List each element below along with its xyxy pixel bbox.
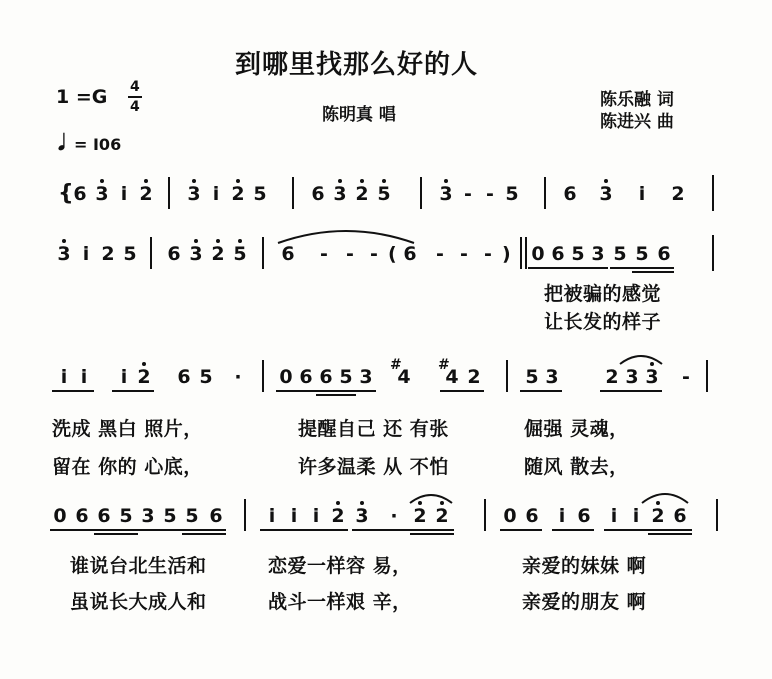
- note: 6: [673, 505, 687, 527]
- lyricist-credit: 陈乐融 词: [600, 90, 674, 110]
- note: 5: [635, 243, 649, 265]
- beam-underline: [52, 390, 94, 392]
- note: 6: [281, 243, 295, 265]
- note: 3: [625, 366, 639, 388]
- note: 3: [355, 505, 369, 527]
- beam-underline: [304, 529, 348, 531]
- note: 6: [551, 243, 565, 265]
- note: 6: [299, 366, 313, 388]
- barline: [712, 175, 714, 211]
- note: 3: [141, 505, 155, 527]
- note: 3: [439, 183, 453, 205]
- note: 6: [319, 366, 333, 388]
- note: i: [60, 366, 68, 388]
- beam-underline: [552, 529, 594, 531]
- note: 2: [101, 243, 115, 265]
- octave-dot: [444, 179, 448, 183]
- beam-underline: [316, 394, 356, 396]
- note: 3: [333, 183, 347, 205]
- barline: [520, 237, 522, 269]
- lyric-v1-line3: 倔强 灵魂，: [524, 418, 629, 440]
- sharp-sign: #: [390, 357, 402, 373]
- note: 6: [167, 243, 181, 265]
- note: 0: [279, 366, 293, 388]
- arc-path: [620, 356, 662, 364]
- beam-underline: [632, 271, 674, 273]
- octave-dot: [650, 362, 654, 366]
- brace: ): [502, 243, 511, 265]
- lyric-c2-a: 虽说长大成人和: [70, 591, 207, 613]
- lyric-v1-line1: 洗成 黑白 照片，: [52, 418, 203, 440]
- octave-dot: [62, 239, 66, 243]
- note: -: [436, 243, 444, 265]
- song-title: 到哪里找那么好的人: [235, 50, 479, 80]
- barline: [716, 499, 718, 531]
- note: 4: [445, 366, 459, 388]
- barline: [525, 237, 527, 269]
- barline: [706, 360, 708, 392]
- note: 6: [73, 183, 87, 205]
- beam-underline: [528, 267, 568, 269]
- time-sig-top: 4: [130, 79, 140, 95]
- barline: [712, 235, 714, 271]
- beam-underline: [500, 529, 542, 531]
- note: 2: [467, 366, 481, 388]
- octave-dot: [216, 239, 220, 243]
- lyric-v2-line1: 留在 你的 心底，: [52, 456, 203, 478]
- note: i: [80, 366, 88, 388]
- lyric-pickup-2: 让长发的样子: [544, 311, 662, 333]
- slur-arc: [408, 491, 454, 505]
- note: 6: [563, 183, 577, 205]
- note: 6: [97, 505, 111, 527]
- note: 2: [139, 183, 153, 205]
- arc-path: [278, 231, 414, 243]
- time-sig-bottom: 4: [130, 99, 140, 115]
- barline: [168, 177, 170, 209]
- octave-dot: [144, 179, 148, 183]
- octave-dot: [100, 179, 104, 183]
- arc-path: [410, 495, 452, 503]
- barline: [506, 360, 508, 392]
- octave-dot: [192, 179, 196, 183]
- octave-dot: [360, 501, 364, 505]
- note: i: [120, 183, 128, 205]
- note: 2: [435, 505, 449, 527]
- note: -: [460, 243, 468, 265]
- note: 6: [577, 505, 591, 527]
- barline: [150, 237, 152, 269]
- beam-underline: [410, 533, 454, 535]
- beam-underline: [260, 529, 304, 531]
- barline: [292, 177, 294, 209]
- octave-dot: [336, 501, 340, 505]
- note: 5: [505, 183, 519, 205]
- note: 3: [189, 243, 203, 265]
- slur-arc: [618, 352, 664, 366]
- note: i: [558, 505, 566, 527]
- key-signature: 1 =G: [56, 86, 108, 108]
- lyric-c1-b: 恋爱一样容 易，: [268, 555, 412, 577]
- beam-underline: [568, 267, 608, 269]
- barline: [420, 177, 422, 209]
- lyric-v2-line2: 许多温柔 从 不怕: [298, 456, 449, 478]
- note: 6: [403, 243, 417, 265]
- note: 6: [525, 505, 539, 527]
- notation-row-4: [0, 497, 772, 557]
- note: -: [346, 243, 354, 265]
- beam-underline: [600, 390, 662, 392]
- lyric-c1-a: 谁说台北生活和: [70, 555, 207, 577]
- note: 5: [123, 243, 137, 265]
- lyric-c2-c: 亲爱的朋友 啊: [522, 591, 647, 613]
- barline: [262, 237, 264, 269]
- note: 5: [233, 243, 247, 265]
- composer-credit: 陈进兴 曲: [600, 112, 674, 132]
- sharp-sign: #: [438, 357, 450, 373]
- note: 5: [377, 183, 391, 205]
- repeat-brace: {: [58, 181, 74, 206]
- barline: [544, 177, 546, 209]
- note: 3: [359, 366, 373, 388]
- note: 6: [209, 505, 223, 527]
- note: 5: [199, 366, 213, 388]
- beam-underline: [610, 267, 674, 269]
- note: 0: [503, 505, 517, 527]
- note: 5: [185, 505, 199, 527]
- note: 3: [545, 366, 559, 388]
- note: 2: [651, 505, 665, 527]
- note: -: [370, 243, 378, 265]
- note: 3: [591, 243, 605, 265]
- beam-underline: [276, 390, 376, 392]
- note: i: [120, 366, 128, 388]
- note: -: [464, 183, 472, 205]
- note: 2: [331, 505, 345, 527]
- note: 2: [413, 505, 427, 527]
- note: ·: [234, 366, 242, 388]
- lyric-c2-b: 战斗一样艰 辛，: [268, 591, 412, 613]
- barline: [262, 360, 264, 392]
- note: 2: [605, 366, 619, 388]
- note: 0: [53, 505, 67, 527]
- octave-dot: [418, 501, 422, 505]
- octave-dot: [382, 179, 386, 183]
- note: 6: [311, 183, 325, 205]
- barline: [484, 499, 486, 531]
- octave-dot: [238, 239, 242, 243]
- note: i: [632, 505, 640, 527]
- note: -: [320, 243, 328, 265]
- note: i: [638, 183, 646, 205]
- note: 3: [599, 183, 613, 205]
- beam-underline: [520, 390, 562, 392]
- note: 5: [253, 183, 267, 205]
- tempo-note-icon: 𝅘𝅥: [58, 131, 65, 156]
- lyric-pickup-1: 把被骗的感觉: [544, 283, 662, 305]
- notation-row-3: [0, 358, 772, 418]
- beam-underline: [50, 529, 138, 531]
- note: 4: [397, 366, 411, 388]
- barline: [244, 499, 246, 531]
- note: 2: [211, 243, 225, 265]
- octave-dot: [360, 179, 364, 183]
- octave-dot: [142, 362, 146, 366]
- arc-path: [642, 494, 688, 503]
- brace: (: [388, 243, 397, 265]
- tie-arc: [276, 225, 416, 245]
- beam-underline: [94, 533, 138, 535]
- note: 6: [75, 505, 89, 527]
- note: 5: [571, 243, 585, 265]
- note: i: [312, 505, 320, 527]
- beam-underline: [112, 390, 154, 392]
- note: 5: [339, 366, 353, 388]
- beam-underline: [604, 529, 692, 531]
- note: i: [268, 505, 276, 527]
- octave-dot: [440, 501, 444, 505]
- note: 0: [531, 243, 545, 265]
- note: 2: [671, 183, 685, 205]
- beam-underline: [182, 533, 226, 535]
- note: 3: [57, 243, 71, 265]
- time-sig-line: [128, 96, 142, 98]
- octave-dot: [194, 239, 198, 243]
- octave-dot: [604, 179, 608, 183]
- octave-dot: [338, 179, 342, 183]
- lyric-v2-line3: 随风 散去，: [524, 456, 629, 478]
- note: i: [212, 183, 220, 205]
- note: 5: [525, 366, 539, 388]
- note: 2: [137, 366, 151, 388]
- note: -: [682, 366, 690, 388]
- note: i: [610, 505, 618, 527]
- note: ·: [390, 505, 398, 527]
- note: i: [82, 243, 90, 265]
- note: 5: [613, 243, 627, 265]
- lyric-c1-c: 亲爱的妹妹 啊: [522, 555, 647, 577]
- singer-credit: 陈明真 唱: [322, 105, 396, 125]
- tempo-value: = I06: [74, 135, 122, 154]
- note: 6: [657, 243, 671, 265]
- beam-underline: [648, 533, 692, 535]
- note: i: [290, 505, 298, 527]
- note: 3: [645, 366, 659, 388]
- note: -: [486, 183, 494, 205]
- beam-underline: [352, 529, 454, 531]
- note: 2: [231, 183, 245, 205]
- note: 5: [119, 505, 133, 527]
- lyric-v1-line2: 提醒自己 还 有张: [298, 418, 449, 440]
- beam-underline: [138, 529, 226, 531]
- slur-arc: [640, 489, 690, 505]
- beam-underline: [440, 390, 484, 392]
- note: 3: [95, 183, 109, 205]
- note: 2: [355, 183, 369, 205]
- note: 3: [187, 183, 201, 205]
- note: -: [484, 243, 492, 265]
- note: 6: [177, 366, 191, 388]
- octave-dot: [236, 179, 240, 183]
- note: 5: [163, 505, 177, 527]
- octave-dot: [656, 501, 660, 505]
